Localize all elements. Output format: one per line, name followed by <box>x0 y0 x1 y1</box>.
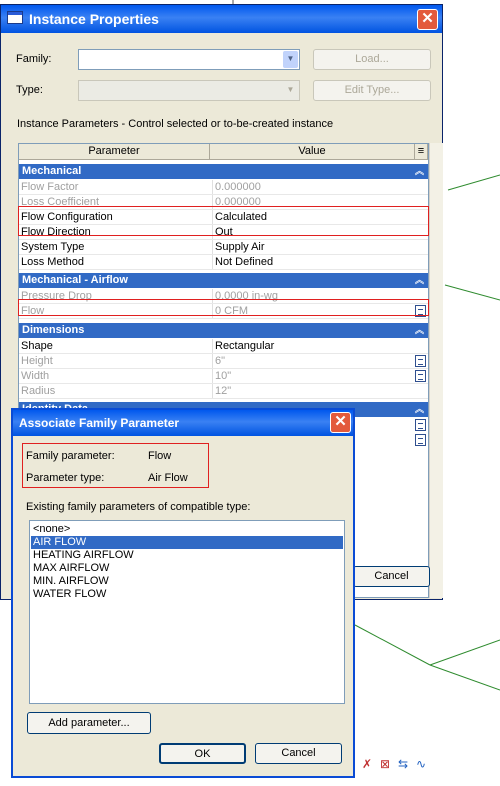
param-row[interactable] <box>19 255 428 270</box>
param-value: 6" <box>212 354 405 368</box>
column-header-value[interactable]: Value <box>210 144 415 160</box>
close-icon[interactable]: ✕ <box>330 412 351 433</box>
param-value[interactable]: Calculated <box>212 210 405 224</box>
collapse-chevron-icon[interactable]: ︽ <box>414 166 424 176</box>
collapse-chevron-icon[interactable]: ︽ <box>414 325 424 335</box>
param-value: 0.000000 <box>212 195 405 209</box>
chevron-down-icon[interactable]: ▼ <box>283 82 298 99</box>
highlight-flow-row <box>18 299 429 316</box>
param-name: Shape <box>21 340 53 352</box>
ok-button[interactable]: OK <box>159 743 246 764</box>
group-mechanical[interactable] <box>19 164 428 179</box>
type-label: Type: <box>16 84 43 96</box>
param-name: Loss Method <box>21 256 84 268</box>
param-row[interactable] <box>19 354 428 369</box>
param-row[interactable] <box>19 339 428 354</box>
param-row[interactable] <box>19 369 428 384</box>
param-name: Radius <box>21 385 56 397</box>
close-icon[interactable]: ✕ <box>417 9 438 30</box>
associate-parameter-icon[interactable] <box>415 370 426 382</box>
family-dropdown[interactable] <box>78 49 300 70</box>
group-mechanical-airflow[interactable] <box>19 273 428 288</box>
param-value[interactable]: Rectangular <box>212 339 405 353</box>
add-parameter-button[interactable]: Add parameter... <box>27 712 151 734</box>
collapse-chevron-icon[interactable]: ︽ <box>414 275 424 285</box>
param-name: Flow Configuration <box>21 211 113 223</box>
param-name: Flow Direction <box>21 226 91 238</box>
list-item[interactable]: HEATING AIRFLOW <box>33 549 134 561</box>
instance-params-caption: Instance Parameters - Control selected or to-be-created instance <box>17 118 334 130</box>
param-name: Pressure Drop <box>21 290 92 302</box>
window-icon <box>7 11 23 24</box>
list-item[interactable]: <none> <box>33 523 71 535</box>
param-name: Flow Factor <box>21 181 79 193</box>
filter-x-icon[interactable]: ⊠ <box>380 757 391 771</box>
param-value[interactable]: Supply Air <box>212 240 405 254</box>
highlight-flow-config-direction <box>18 206 429 236</box>
family-parameter-label: Family parameter: <box>26 450 115 462</box>
list-item[interactable]: MAX AIRFLOW <box>33 562 110 574</box>
edit-type-button[interactable]: Edit Type... <box>313 80 431 101</box>
group-label: Dimensions <box>22 324 85 336</box>
existing-params-label: Existing family parameters of compatible type: <box>26 501 251 513</box>
group-label: Mechanical - Airflow <box>22 274 128 286</box>
collapse-chevron-icon[interactable]: ︽ <box>414 404 424 414</box>
wave-icon[interactable]: ∿ <box>416 757 427 771</box>
group-dimensions[interactable] <box>19 323 428 338</box>
param-name: Width <box>21 370 50 382</box>
family-label: Family: <box>16 53 52 65</box>
param-name: Loss Coefficient <box>21 196 100 208</box>
list-item[interactable]: WATER FLOW <box>33 588 107 600</box>
associate-family-parameter-dialog <box>11 408 355 778</box>
family-parameter-value: Flow <box>148 450 172 462</box>
param-row[interactable] <box>19 384 428 399</box>
param-value: 10" <box>212 369 405 383</box>
parameter-type-value: Air Flow <box>148 472 188 484</box>
dialog-title: Associate Family Parameter <box>19 416 180 430</box>
param-name: System Type <box>21 241 85 253</box>
param-value: 0.0000 in-wg <box>212 289 405 303</box>
param-value[interactable]: Not Defined <box>212 255 405 269</box>
param-value: 0.000000 <box>212 180 405 194</box>
parameter-type-label: Parameter type: <box>26 472 105 484</box>
associate-parameter-icon[interactable] <box>415 355 426 367</box>
param-row[interactable] <box>19 240 428 255</box>
param-value: 12" <box>212 384 405 398</box>
associate-parameter-icon[interactable] <box>415 419 426 431</box>
param-name: Height <box>21 355 53 367</box>
associate-parameter-icon[interactable] <box>415 434 426 446</box>
param-name: Flow <box>21 305 45 317</box>
column-menu-icon[interactable]: ≡ <box>415 144 428 160</box>
list-item[interactable]: MIN. AIRFLOW <box>33 575 109 587</box>
list-item-selected[interactable]: AIR FLOW <box>31 536 343 549</box>
title-bar[interactable] <box>1 5 442 33</box>
window-title: Instance Properties <box>29 11 159 27</box>
dialog-title-bar[interactable] <box>13 410 353 436</box>
filter-remove-icon[interactable]: ✗ <box>362 757 373 771</box>
cancel-button[interactable]: Cancel <box>353 566 430 587</box>
dialog-cancel-button[interactable]: Cancel <box>255 743 342 764</box>
group-label: Mechanical <box>22 165 82 177</box>
type-dropdown[interactable] <box>78 80 300 101</box>
column-header-parameter[interactable]: Parameter <box>19 144 210 160</box>
param-value[interactable]: Out <box>212 225 405 239</box>
grid-scrollbar[interactable] <box>429 143 443 598</box>
param-value: 0 CFM <box>212 304 405 318</box>
param-row[interactable] <box>19 180 428 195</box>
existing-params-list[interactable] <box>29 520 345 704</box>
link-icon[interactable]: ⇆ <box>398 757 409 771</box>
toolbar-icons <box>362 757 462 773</box>
chevron-down-icon[interactable]: ▼ <box>283 51 298 68</box>
load-button[interactable]: Load... <box>313 49 431 70</box>
